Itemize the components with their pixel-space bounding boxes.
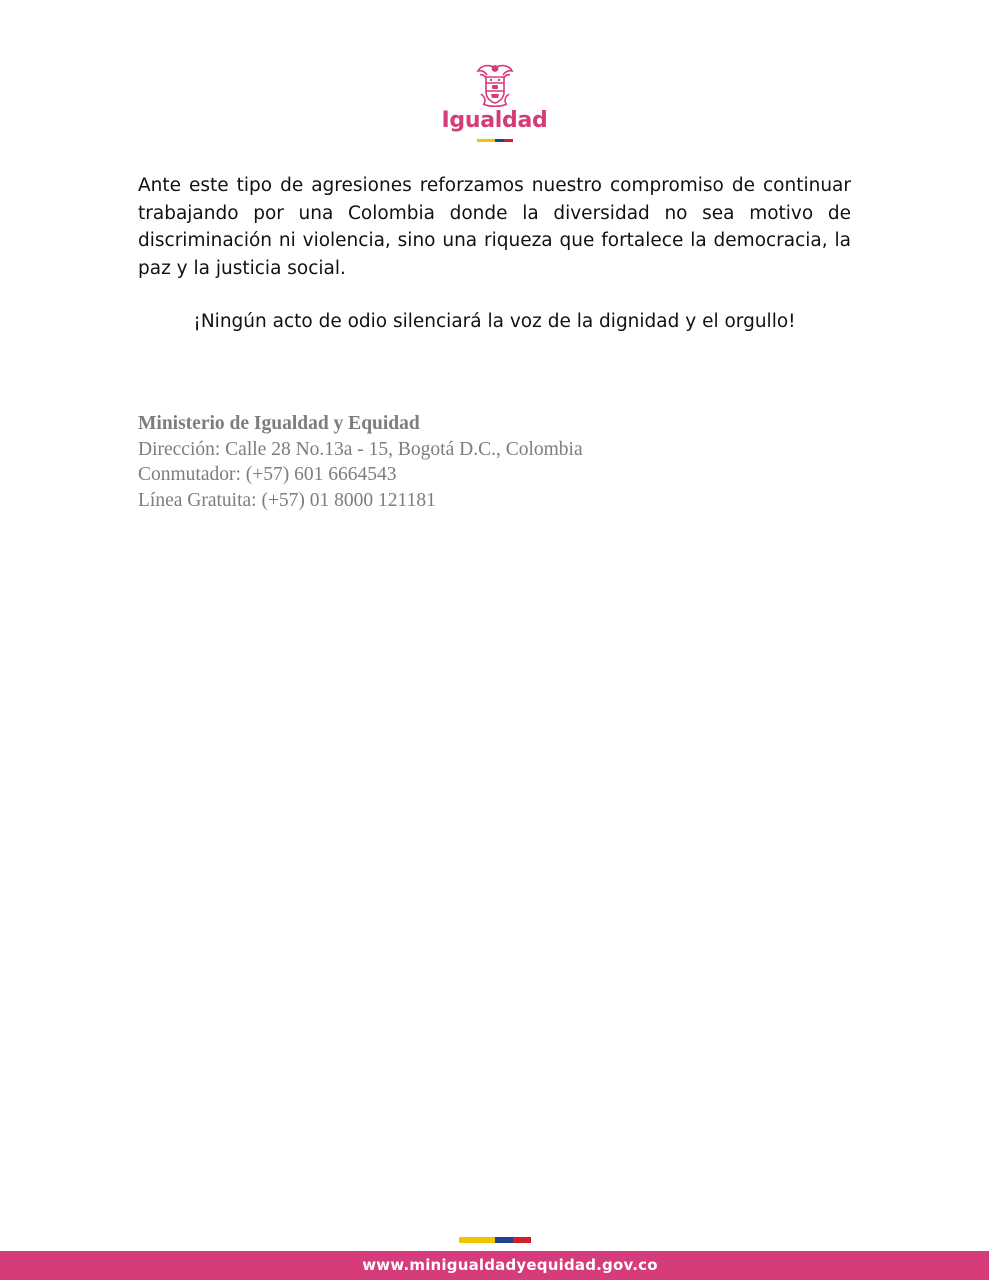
body-paragraph: Ante este tipo de agresiones reforzamos nuestro compromiso de continuar trabajando por una Colombia donde la diversidad no sea motivo de discriminación ni violencia, sino una riqueza que fortalece la democracia, la paz y la justicia social. xyxy=(138,175,851,279)
website-link[interactable]: www.minigualdadyequidad.gov.co xyxy=(362,1256,658,1274)
flag-yellow-stripe xyxy=(477,139,495,142)
footer-flag-red xyxy=(513,1237,531,1243)
ministry-logo xyxy=(0,62,989,142)
footer-flag-yellow xyxy=(459,1237,495,1243)
brand-name: Igualdad xyxy=(441,108,548,133)
switchboard-line: Conmutador: (+57) 601 6664543 xyxy=(138,464,397,485)
footer-flag-blue xyxy=(495,1237,513,1243)
organization-name: Ministerio de Igualdad y Equidad xyxy=(138,413,420,434)
footer-flag-bar xyxy=(459,1237,531,1243)
colombia-coat-of-arms-icon xyxy=(474,62,516,108)
closing-statement: ¡Ningún acto de odio silenciará la voz de la dignidad y el orgullo! xyxy=(193,311,796,332)
flag-blue-stripe xyxy=(495,139,504,142)
contact-block xyxy=(138,411,738,513)
flag-red-stripe xyxy=(504,139,513,142)
address-line: Dirección: Calle 28 No.13a - 15, Bogotá D.C., Colombia xyxy=(138,438,583,460)
hotline-line: Línea Gratuita: (+57) 01 8000 121181 xyxy=(138,489,436,511)
colombia-flag-bar xyxy=(477,139,513,142)
